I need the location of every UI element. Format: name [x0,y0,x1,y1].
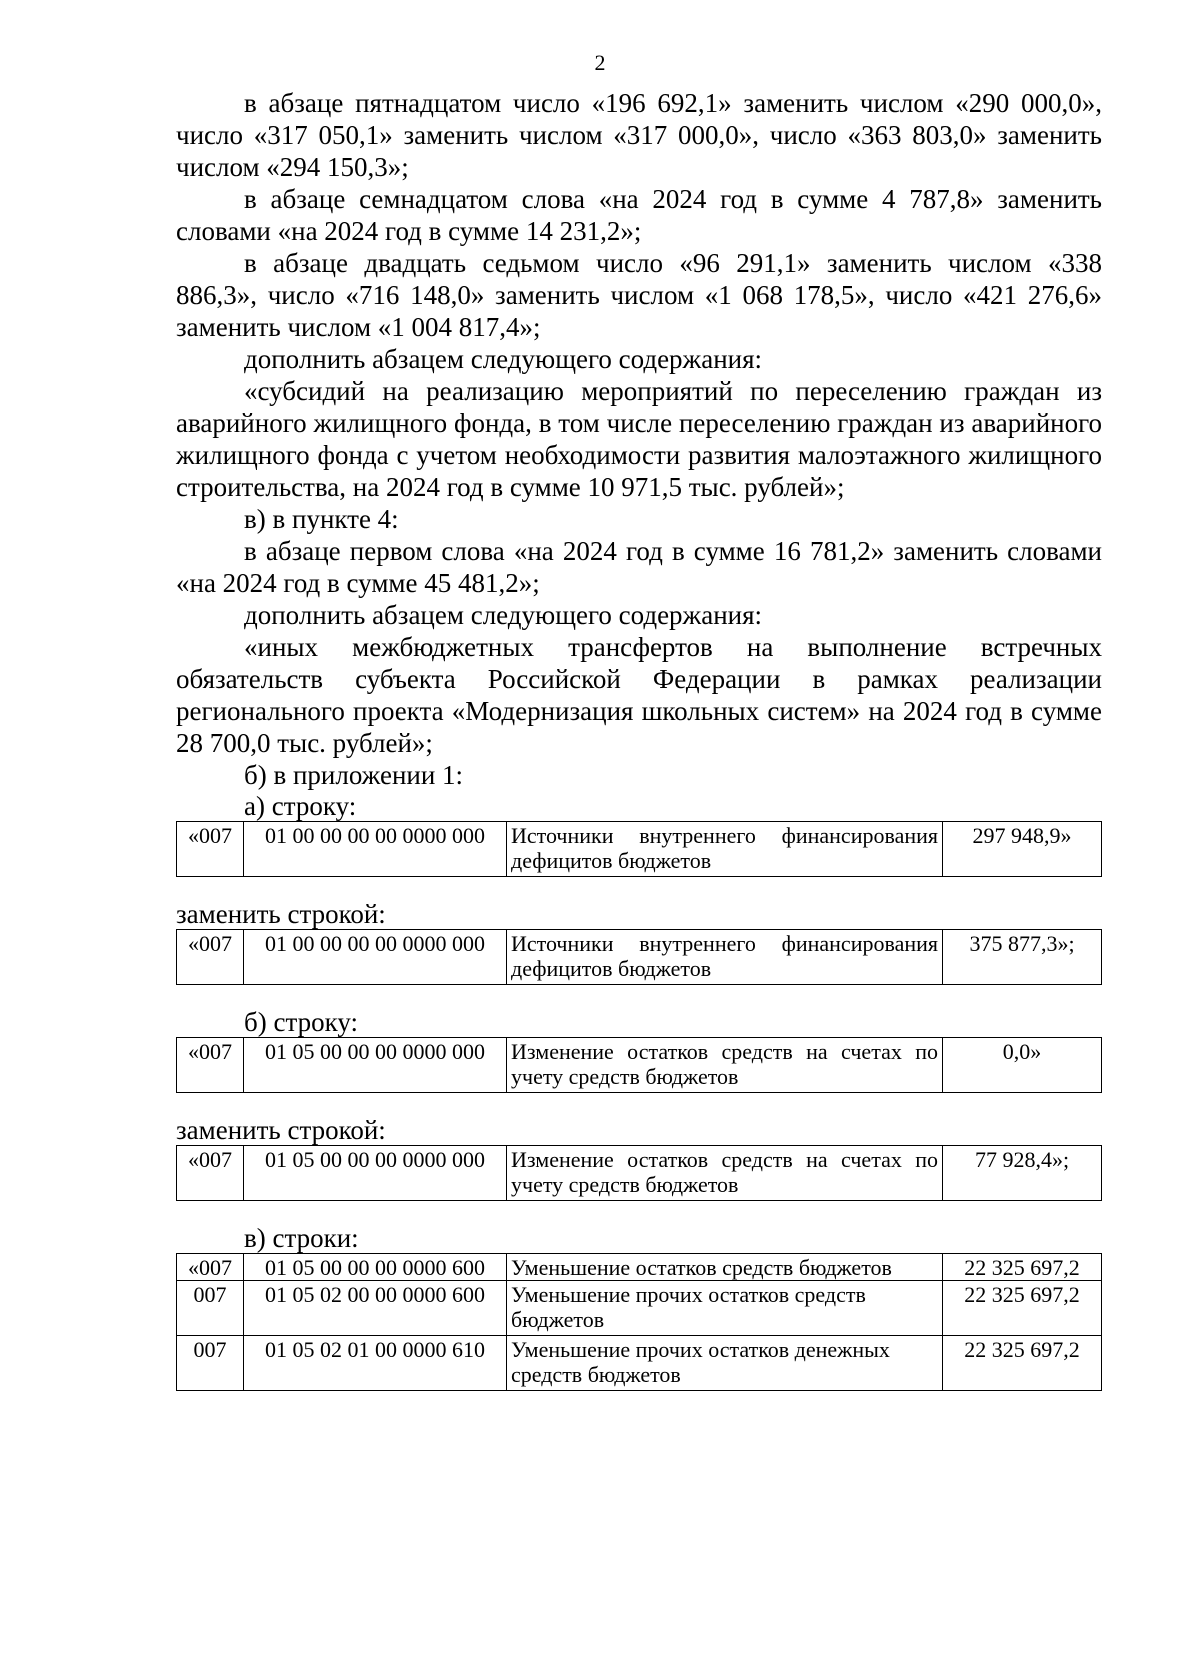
cell-amount: 22 325 697,2 [943,1336,1102,1391]
cell-amount: 77 928,4»; [943,1146,1102,1201]
cell-amount: 22 325 697,2 [943,1281,1102,1336]
cell-budget-code: 01 00 00 00 00 0000 000 [244,930,507,985]
paragraph: б) в приложении 1: [244,760,464,790]
label-b-row: б) строку: [244,1007,358,1037]
cell-description: Источники внутреннего финансирования дефицитов бюджетов [507,822,943,877]
cell-description: Уменьшение остатков средств бюджетов [507,1254,943,1281]
table-b-row [176,1037,1102,1093]
cell-admin-code: «007 [177,1146,244,1201]
table-a-row [176,821,1102,877]
cell-budget-code: 01 00 00 00 00 0000 000 [244,822,507,877]
cell-description: Изменение остатков средств на счетах по учету средств бюджетов [507,1038,943,1093]
cell-admin-code: «007 [177,822,244,877]
cell-budget-code: 01 05 02 01 00 0000 610 [244,1336,507,1391]
label-replace-row: заменить строкой: [176,899,386,929]
cell-budget-code: 01 05 00 00 00 0000 600 [244,1254,507,1281]
cell-amount: 22 325 697,2 [943,1254,1102,1281]
table-row [177,1281,1102,1336]
cell-amount: 0,0» [943,1038,1102,1093]
table-row [177,930,1102,985]
label-v-rows: в) строки: [244,1223,359,1253]
paragraph: в абзаце двадцать седьмом число «96 291,1» заменить числом «338 886,3», число «716 148,0» заменить числом «1 068 178,5», число «421 276,6» заменить числом «1 004 817,4»; [176,248,1102,342]
table-row [177,1336,1102,1391]
cell-amount: 375 877,3»; [943,930,1102,985]
cell-admin-code: 007 [177,1281,244,1336]
cell-admin-code: «007 [177,1254,244,1281]
paragraph: дополнить абзацем следующего содержания: [244,344,763,374]
cell-amount: 297 948,9» [943,822,1102,877]
table-row [177,1146,1102,1201]
label-a-row: а) строку: [244,791,357,821]
paragraph: в) в пункте 4: [244,504,399,534]
cell-admin-code: «007 [177,930,244,985]
cell-description: Уменьшение прочих остатков средств бюджетов [507,1281,943,1336]
cell-admin-code: 007 [177,1336,244,1391]
table-replacement-row [176,929,1102,985]
page-number: 2 [594,50,606,75]
paragraph: «иных межбюджетных трансфертов на выполнение встречных обязательств субъекта Российской Федерации в рамках реализации регионального проекта «Модернизация школьных систем» на 2024 год в сумме 28 700,0 тыс. рублей»; [176,632,1102,758]
paragraph: в абзаце первом слова «на 2024 год в сумме 16 781,2» заменить словами «на 2024 год в сумме 45 481,2»; [176,536,1102,598]
paragraph: «субсидий на реализацию мероприятий по переселению граждан из аварийного жилищного фонда, в том числе переселению граждан из аварийного жилищного фонда с учетом необходимости развития малоэтажного жилищного строительства, на 2024 год в сумме 10 971,5 тыс. рублей»; [176,376,1102,502]
table-replacement-row [176,1145,1102,1201]
label-replace-row: заменить строкой: [176,1115,386,1145]
paragraph: дополнить абзацем следующего содержания: [244,600,763,630]
cell-budget-code: 01 05 02 00 00 0000 600 [244,1281,507,1336]
cell-budget-code: 01 05 00 00 00 0000 000 [244,1146,507,1201]
paragraph: в абзаце пятнадцатом число «196 692,1» заменить числом «290 000,0», число «317 050,1» заменить числом «317 000,0», число «363 803,0» заменить числом «294 150,3»; [176,88,1102,182]
table-row [177,1038,1102,1093]
table-row [177,822,1102,877]
cell-description: Источники внутреннего финансирования дефицитов бюджетов [507,930,943,985]
cell-description: Уменьшение прочих остатков денежных средств бюджетов [507,1336,943,1391]
paragraph: в абзаце семнадцатом слова «на 2024 год в сумме 4 787,8» заменить словами «на 2024 год в сумме 14 231,2»; [176,184,1102,246]
cell-description: Изменение остатков средств на счетах по учету средств бюджетов [507,1146,943,1201]
cell-admin-code: «007 [177,1038,244,1093]
cell-budget-code: 01 05 00 00 00 0000 000 [244,1038,507,1093]
table-v-rows [176,1253,1102,1391]
document-body [176,87,1102,1391]
table-row [177,1254,1102,1281]
